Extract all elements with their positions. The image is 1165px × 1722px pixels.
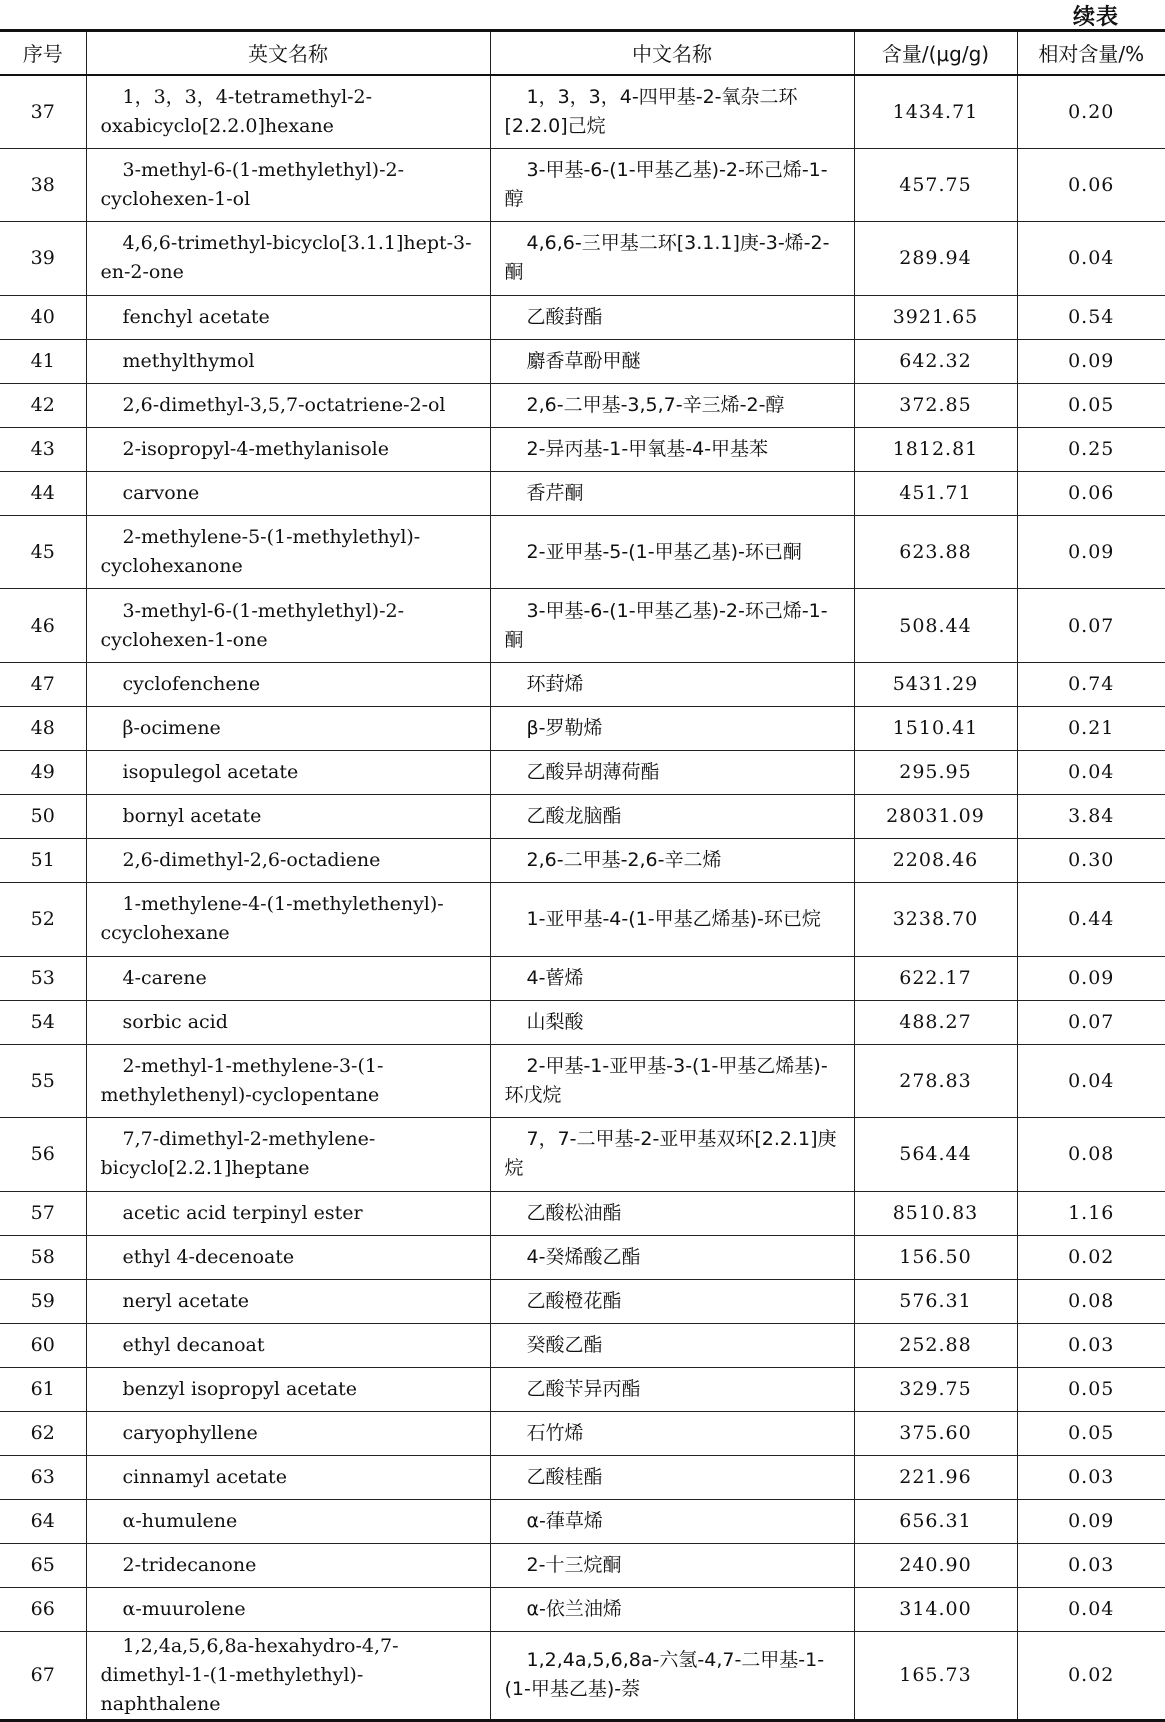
english-name-cell [86, 882, 490, 956]
english-name-cell [86, 838, 490, 882]
chinese-name-cell-text: 1，3，3，4-四甲基-2-氧杂二环[2.2.0]己烷 [504, 85, 798, 137]
row-index: 48 [0, 706, 86, 750]
english-name-cell-text: 2,6-dimethyl-3,5,7-octatriene-2-ol [122, 393, 446, 416]
content-cell: 656.31 [854, 1499, 1017, 1543]
header-index: 序号 [0, 31, 86, 75]
content-cell: 488.27 [854, 1000, 1017, 1044]
english-name-cell [86, 1191, 490, 1235]
row-index: 41 [0, 339, 86, 383]
row-index: 51 [0, 838, 86, 882]
chinese-name-cell-text: 乙酸异胡薄荷酯 [526, 760, 660, 783]
row-index: 39 [0, 222, 86, 296]
relative-content-cell: 0.07 [1017, 589, 1165, 663]
english-name-cell [86, 75, 490, 149]
english-name-cell [86, 1587, 490, 1631]
relative-content-cell: 0.30 [1017, 838, 1165, 882]
chinese-name-cell [490, 1543, 854, 1587]
chinese-name-cell-text: 石竹烯 [526, 1421, 584, 1444]
english-name-cell-text: carvone [122, 481, 200, 504]
content-cell: 3238.70 [854, 882, 1017, 956]
header-relative-content: 相对含量/% [1017, 31, 1165, 75]
chinese-name-cell [490, 427, 854, 471]
chinese-name-cell [490, 794, 854, 838]
table-row [0, 148, 1165, 222]
chinese-name-cell [490, 295, 854, 339]
compound-table [0, 29, 1165, 1722]
row-index: 63 [0, 1455, 86, 1499]
english-name-cell [86, 515, 490, 589]
table-row [0, 1631, 1165, 1720]
chinese-name-cell [490, 838, 854, 882]
english-name-cell-text: fenchyl acetate [122, 305, 270, 328]
english-name-cell-text: ethyl 4-decenoate [122, 1245, 295, 1268]
content-cell: 221.96 [854, 1455, 1017, 1499]
content-cell: 642.32 [854, 339, 1017, 383]
row-index: 45 [0, 515, 86, 589]
content-cell: 372.85 [854, 383, 1017, 427]
content-cell: 2208.46 [854, 838, 1017, 882]
english-name-cell-text: 1，3，3，4-tetramethyl-2-oxabicyclo[2.2.0]hexane [100, 85, 373, 137]
relative-content-cell: 0.02 [1017, 1235, 1165, 1279]
relative-content-cell: 0.06 [1017, 148, 1165, 222]
chinese-name-cell-text: 2,6-二甲基-2,6-辛二烯 [526, 848, 722, 871]
chinese-name-cell-text: 乙酸橙花酯 [526, 1289, 622, 1312]
english-name-cell-text: 2-methyl-1-methylene-3-(1-methylethenyl)-cyclopentane [100, 1054, 384, 1106]
table-row [0, 1323, 1165, 1367]
chinese-name-cell-text: 1-亚甲基-4-(1-甲基乙烯基)-环已烷 [526, 907, 821, 930]
row-index: 56 [0, 1118, 86, 1192]
english-name-cell [86, 1455, 490, 1499]
chinese-name-cell [490, 1235, 854, 1279]
row-index: 60 [0, 1323, 86, 1367]
english-name-cell-text: 2-methylene-5-(1-methylethyl)-cyclohexanone [100, 526, 421, 578]
table-body [0, 75, 1165, 1721]
english-name-cell-text: benzyl isopropyl acetate [122, 1377, 358, 1400]
chinese-name-cell [490, 471, 854, 515]
content-cell: 3921.65 [854, 295, 1017, 339]
english-name-cell [86, 1367, 490, 1411]
relative-content-cell: 3.84 [1017, 794, 1165, 838]
content-cell: 623.88 [854, 515, 1017, 589]
header-chinese-name: 中文名称 [490, 31, 854, 75]
english-name-cell [86, 589, 490, 663]
row-index: 67 [0, 1631, 86, 1720]
relative-content-cell: 0.04 [1017, 222, 1165, 296]
relative-content-cell: 0.05 [1017, 1367, 1165, 1411]
table-row [0, 339, 1165, 383]
table-row [0, 295, 1165, 339]
content-cell: 375.60 [854, 1411, 1017, 1455]
chinese-name-cell [490, 956, 854, 1000]
row-index: 57 [0, 1191, 86, 1235]
row-index: 47 [0, 662, 86, 706]
relative-content-cell: 0.06 [1017, 471, 1165, 515]
english-name-cell [86, 1499, 490, 1543]
chinese-name-cell-text: 4,6,6-三甲基二环[3.1.1]庚-3-烯-2-酮 [504, 232, 830, 284]
table-row [0, 1044, 1165, 1118]
relative-content-cell: 0.08 [1017, 1118, 1165, 1192]
content-cell: 329.75 [854, 1367, 1017, 1411]
relative-content-cell: 0.09 [1017, 1499, 1165, 1543]
english-name-cell [86, 1044, 490, 1118]
content-cell: 28031.09 [854, 794, 1017, 838]
content-cell: 457.75 [854, 148, 1017, 222]
chinese-name-cell-text: 1,2,4a,5,6,8a-六氢-4,7-二甲基-1-(1-甲基乙基)-萘 [504, 1649, 825, 1701]
chinese-name-cell-text: 环葑烯 [526, 672, 584, 695]
relative-content-cell: 0.05 [1017, 1411, 1165, 1455]
table-row [0, 1499, 1165, 1543]
row-index: 37 [0, 75, 86, 149]
english-name-cell [86, 750, 490, 794]
content-cell: 1510.41 [854, 706, 1017, 750]
chinese-name-cell [490, 1000, 854, 1044]
chinese-name-cell-text: β-罗勒烯 [526, 716, 603, 739]
english-name-cell [86, 706, 490, 750]
chinese-name-cell-text: 乙酸龙脑酯 [526, 804, 622, 827]
content-cell: 622.17 [854, 956, 1017, 1000]
relative-content-cell: 0.09 [1017, 515, 1165, 589]
header-english-name: 英文名称 [86, 31, 490, 75]
chinese-name-cell-text: 乙酸松油酯 [526, 1201, 622, 1224]
relative-content-cell: 0.05 [1017, 383, 1165, 427]
relative-content-cell: 0.54 [1017, 295, 1165, 339]
table-row [0, 75, 1165, 149]
table-row [0, 838, 1165, 882]
chinese-name-cell [490, 1191, 854, 1235]
table-row [0, 471, 1165, 515]
english-name-cell [86, 1631, 490, 1720]
relative-content-cell: 0.03 [1017, 1543, 1165, 1587]
chinese-name-cell [490, 882, 854, 956]
table-continued-caption: 续表 [1072, 5, 1119, 30]
content-cell: 8510.83 [854, 1191, 1017, 1235]
chinese-name-cell-text: 3-甲基-6-(1-甲基乙基)-2-环己烯-1-醇 [504, 158, 828, 210]
row-index: 43 [0, 427, 86, 471]
content-cell: 289.94 [854, 222, 1017, 296]
relative-content-cell: 0.21 [1017, 706, 1165, 750]
chinese-name-cell [490, 1279, 854, 1323]
english-name-cell-text: 2,6-dimethyl-2,6-octadiene [122, 848, 381, 871]
row-index: 65 [0, 1543, 86, 1587]
table-row [0, 1118, 1165, 1192]
chinese-name-cell-text: 2-甲基-1-亚甲基-3-(1-甲基乙烯基)-环戊烷 [504, 1054, 828, 1106]
row-index: 42 [0, 383, 86, 427]
relative-content-cell: 0.04 [1017, 750, 1165, 794]
english-name-cell [86, 295, 490, 339]
content-cell: 240.90 [854, 1543, 1017, 1587]
english-name-cell [86, 662, 490, 706]
english-name-cell [86, 794, 490, 838]
table-row [0, 750, 1165, 794]
relative-content-cell: 0.09 [1017, 339, 1165, 383]
english-name-cell-text: bornyl acetate [122, 804, 262, 827]
chinese-name-cell-text: 癸酸乙酯 [526, 1333, 603, 1356]
table-row [0, 589, 1165, 663]
chinese-name-cell-text: 2-亚甲基-5-(1-甲基乙基)-环已酮 [526, 540, 802, 563]
chinese-name-cell-text: 2,6-二甲基-3,5,7-辛三烯-2-醇 [526, 393, 785, 416]
row-index: 40 [0, 295, 86, 339]
english-name-cell [86, 471, 490, 515]
chinese-name-cell [490, 1044, 854, 1118]
chinese-name-cell [490, 75, 854, 149]
chinese-name-cell [490, 750, 854, 794]
english-name-cell-text: 3-methyl-6-(1-methylethyl)-2-cyclohexen-1-one [100, 599, 405, 651]
row-index: 46 [0, 589, 86, 663]
chinese-name-cell-text: 乙酸桂酯 [526, 1465, 603, 1488]
table-row [0, 706, 1165, 750]
english-name-cell [86, 1279, 490, 1323]
row-index: 66 [0, 1587, 86, 1631]
english-name-cell-text: 1,2,4a,5,6,8a-hexahydro-4,7-dimethyl-1-(1-methylethyl)-naphthalene [100, 1634, 399, 1715]
table-row [0, 515, 1165, 589]
chinese-name-cell [490, 1455, 854, 1499]
chinese-name-cell-text: 乙酸苄异丙酯 [526, 1377, 641, 1400]
content-cell: 1434.71 [854, 75, 1017, 149]
english-name-cell-text: methylthymol [122, 349, 255, 372]
row-index: 44 [0, 471, 86, 515]
relative-content-cell: 0.74 [1017, 662, 1165, 706]
chinese-name-cell-text: α-葎草烯 [526, 1509, 603, 1532]
table-row [0, 662, 1165, 706]
table-row [0, 1279, 1165, 1323]
english-name-cell-text: caryophyllene [122, 1421, 258, 1444]
english-name-cell-text: 3-methyl-6-(1-methylethyl)-2-cyclohexen-1-ol [100, 158, 405, 210]
table-header-row [0, 31, 1165, 75]
table-row [0, 383, 1165, 427]
content-cell: 1812.81 [854, 427, 1017, 471]
english-name-cell-text: isopulegol acetate [122, 760, 299, 783]
english-name-cell [86, 1000, 490, 1044]
relative-content-cell: 0.08 [1017, 1279, 1165, 1323]
relative-content-cell: 0.04 [1017, 1587, 1165, 1631]
row-index: 52 [0, 882, 86, 956]
table-row [0, 222, 1165, 296]
english-name-cell [86, 1323, 490, 1367]
chinese-name-cell-text: 2-十三烷酮 [526, 1553, 622, 1576]
english-name-cell [86, 1235, 490, 1279]
content-cell: 278.83 [854, 1044, 1017, 1118]
english-name-cell-text: acetic acid terpinyl ester [122, 1201, 363, 1224]
row-index: 53 [0, 956, 86, 1000]
chinese-name-cell-text: 7，7-二甲基-2-亚甲基双环[2.2.1]庚烷 [504, 1128, 837, 1180]
content-cell: 252.88 [854, 1323, 1017, 1367]
chinese-name-cell-text: α-依兰油烯 [526, 1597, 622, 1620]
row-index: 58 [0, 1235, 86, 1279]
chinese-name-cell-text: 乙酸葑酯 [526, 305, 603, 328]
chinese-name-cell [490, 1367, 854, 1411]
chinese-name-cell [490, 339, 854, 383]
table-row [0, 1367, 1165, 1411]
relative-content-cell: 0.07 [1017, 1000, 1165, 1044]
chinese-name-cell [490, 1587, 854, 1631]
chinese-name-cell [490, 1411, 854, 1455]
english-name-cell-text: 2-tridecanone [122, 1553, 257, 1576]
english-name-cell [86, 1118, 490, 1192]
chinese-name-cell [490, 706, 854, 750]
table-row [0, 1543, 1165, 1587]
chinese-name-cell [490, 1323, 854, 1367]
relative-content-cell: 0.03 [1017, 1323, 1165, 1367]
table-row [0, 1000, 1165, 1044]
table-row [0, 1191, 1165, 1235]
table-row [0, 882, 1165, 956]
row-index: 64 [0, 1499, 86, 1543]
row-index: 49 [0, 750, 86, 794]
chinese-name-cell-text: 2-异丙基-1-甲氧基-4-甲基苯 [526, 437, 769, 460]
english-name-cell-text: neryl acetate [122, 1289, 249, 1312]
chinese-name-cell-text: 山梨酸 [526, 1010, 584, 1033]
table-row [0, 427, 1165, 471]
content-cell: 5431.29 [854, 662, 1017, 706]
english-name-cell-text: ethyl decanoat [122, 1333, 265, 1356]
chinese-name-cell-text: 4-蒈烯 [526, 966, 584, 989]
chinese-name-cell [490, 589, 854, 663]
english-name-cell-text: sorbic acid [122, 1010, 228, 1033]
english-name-cell [86, 1543, 490, 1587]
english-name-cell-text: 7,7-dimethyl-2-methylene-bicyclo[2.2.1]heptane [100, 1128, 376, 1180]
row-index: 55 [0, 1044, 86, 1118]
content-cell: 314.00 [854, 1587, 1017, 1631]
chinese-name-cell [490, 662, 854, 706]
english-name-cell [86, 427, 490, 471]
row-index: 62 [0, 1411, 86, 1455]
chinese-name-cell-text: 3-甲基-6-(1-甲基乙基)-2-环己烯-1-酮 [504, 599, 828, 651]
content-cell: 451.71 [854, 471, 1017, 515]
chinese-name-cell [490, 1631, 854, 1720]
chinese-name-cell [490, 383, 854, 427]
content-cell: 564.44 [854, 1118, 1017, 1192]
content-cell: 508.44 [854, 589, 1017, 663]
relative-content-cell: 0.09 [1017, 956, 1165, 1000]
table-row [0, 1587, 1165, 1631]
english-name-cell-text: 1-methylene-4-(1-methylethenyl)-ccyclohexane [100, 893, 444, 945]
relative-content-cell: 0.44 [1017, 882, 1165, 956]
table-row [0, 956, 1165, 1000]
table-row [0, 794, 1165, 838]
english-name-cell-text: 2-isopropyl-4-methylanisole [122, 437, 389, 460]
content-cell: 295.95 [854, 750, 1017, 794]
row-index: 50 [0, 794, 86, 838]
english-name-cell [86, 148, 490, 222]
relative-content-cell: 0.20 [1017, 75, 1165, 149]
row-index: 61 [0, 1367, 86, 1411]
relative-content-cell: 0.04 [1017, 1044, 1165, 1118]
header-content: 含量/(μg/g) [854, 31, 1017, 75]
table-row [0, 1455, 1165, 1499]
relative-content-cell: 0.25 [1017, 427, 1165, 471]
chinese-name-cell [490, 222, 854, 296]
english-name-cell [86, 956, 490, 1000]
chinese-name-cell [490, 515, 854, 589]
english-name-cell-text: β-ocimene [122, 716, 221, 739]
english-name-cell [86, 222, 490, 296]
chinese-name-cell-text: 麝香草酚甲醚 [526, 349, 641, 372]
content-cell: 156.50 [854, 1235, 1017, 1279]
chinese-name-cell-text: 4-癸烯酸乙酯 [526, 1245, 641, 1268]
row-index: 54 [0, 1000, 86, 1044]
relative-content-cell: 0.02 [1017, 1631, 1165, 1720]
chinese-name-cell [490, 1118, 854, 1192]
row-index: 38 [0, 148, 86, 222]
relative-content-cell: 1.16 [1017, 1191, 1165, 1235]
chinese-name-cell [490, 148, 854, 222]
english-name-cell-text: 4,6,6-trimethyl-bicyclo[3.1.1]hept-3-en-2-one [100, 232, 472, 284]
english-name-cell-text: cinnamyl acetate [122, 1465, 287, 1488]
content-cell: 576.31 [854, 1279, 1017, 1323]
english-name-cell [86, 339, 490, 383]
english-name-cell-text: 4-carene [122, 966, 207, 989]
chinese-name-cell [490, 1499, 854, 1543]
english-name-cell-text: cyclofenchene [122, 672, 261, 695]
english-name-cell [86, 1411, 490, 1455]
relative-content-cell: 0.03 [1017, 1455, 1165, 1499]
english-name-cell-text: α-humulene [122, 1509, 238, 1532]
row-index: 59 [0, 1279, 86, 1323]
chinese-name-cell-text: 香芹酮 [526, 481, 584, 504]
table-row [0, 1411, 1165, 1455]
english-name-cell [86, 383, 490, 427]
table-row [0, 1235, 1165, 1279]
english-name-cell-text: α-muurolene [122, 1597, 246, 1620]
content-cell: 165.73 [854, 1631, 1017, 1720]
